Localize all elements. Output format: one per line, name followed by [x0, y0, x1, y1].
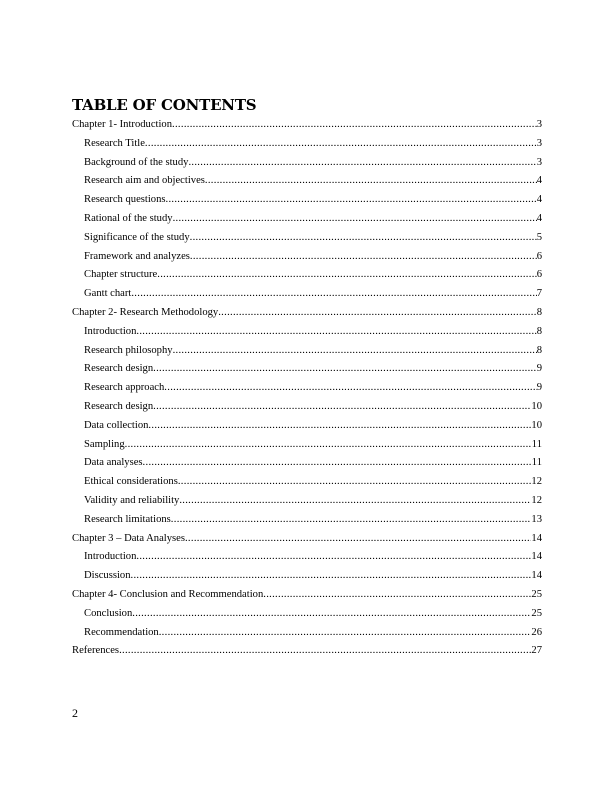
toc-section-entry[interactable]	[72, 624, 542, 643]
toc-entry-page: 13	[531, 513, 542, 525]
page-number: 2	[72, 706, 78, 720]
toc-entry-page: 9	[536, 382, 542, 394]
toc-section-entry[interactable]	[72, 229, 542, 248]
toc-section-entry[interactable]	[72, 191, 542, 210]
toc-section-entry[interactable]	[72, 417, 542, 436]
toc-section-entry[interactable]	[72, 398, 542, 417]
toc-entry-label: Data collection	[84, 419, 149, 431]
toc-entry-label: Chapter structure	[84, 269, 158, 281]
toc-dot-leader	[173, 342, 537, 361]
toc-entry-label: Sampling	[84, 438, 125, 450]
toc-chapter-entry[interactable]	[72, 586, 542, 605]
toc-entry-page: 3	[536, 119, 542, 130]
toc-entry-label: Discussion	[84, 570, 131, 582]
toc-entry-page: 8	[536, 325, 542, 337]
toc-entry-page: 8	[536, 306, 542, 318]
toc-section-entry[interactable]	[72, 605, 542, 624]
toc-section-entry[interactable]	[72, 266, 542, 285]
toc-entry-page: 12	[531, 476, 542, 488]
toc-entry-label: Research limitations	[84, 513, 171, 525]
toc-entry-label: Data analyses	[84, 457, 143, 469]
toc-dot-leader	[190, 229, 537, 248]
toc-section-entry[interactable]	[72, 567, 542, 586]
toc-entry-label: Chapter 3 – Data Analyses	[72, 532, 185, 544]
toc-entry-page: 11	[531, 438, 542, 450]
toc-section-entry[interactable]	[72, 323, 542, 342]
toc-dot-leader	[178, 473, 532, 492]
toc-entry-label: Chapter 4- Conclusion and Recommendation	[72, 588, 264, 600]
toc-dot-leader	[263, 586, 531, 605]
toc-section-entry[interactable]	[72, 154, 542, 173]
toc-chapter-entry[interactable]	[72, 116, 542, 135]
toc-dot-leader	[131, 285, 536, 304]
toc-dot-leader	[136, 323, 536, 342]
toc-section-entry[interactable]	[72, 285, 542, 304]
toc-entry-label: Research Title	[84, 137, 145, 149]
toc-section-entry[interactable]	[72, 248, 542, 267]
toc-dot-leader	[205, 172, 537, 191]
toc-entry-page: 3	[536, 156, 542, 168]
toc-entry-page: 9	[536, 363, 542, 375]
toc-dot-leader	[173, 210, 537, 229]
toc-entry-label: Conclusion	[84, 607, 133, 619]
toc-entry-label: References	[72, 645, 120, 657]
toc-entry-page: 27	[531, 645, 542, 657]
toc-dot-leader	[153, 398, 531, 417]
toc-section-entry[interactable]	[72, 379, 542, 398]
toc-dot-leader	[145, 135, 537, 154]
toc-entry-page: 10	[531, 419, 542, 431]
toc-entry-page: 14	[531, 551, 542, 563]
toc-section-entry[interactable]	[72, 511, 542, 530]
toc-entry-page: 3	[536, 137, 542, 149]
toc-dot-leader	[171, 511, 532, 530]
toc-entry-page: 10	[531, 400, 542, 412]
toc-dot-leader	[136, 548, 531, 567]
toc-entry-label: Significance of the study	[84, 231, 190, 243]
toc-dot-leader	[131, 567, 532, 586]
toc-entry-label: Research philosophy	[84, 344, 173, 356]
toc-section-entry[interactable]	[72, 473, 542, 492]
toc-dot-leader	[157, 266, 536, 285]
toc-entry-label: Recommendation	[84, 626, 159, 638]
toc-section-entry[interactable]	[72, 172, 542, 191]
toc-entry-page: 7	[536, 288, 542, 300]
toc-dot-leader	[125, 436, 532, 455]
toc-entry-page: 6	[536, 250, 542, 262]
toc-entry-label: Background of the study	[84, 156, 189, 168]
toc-chapter-entry[interactable]	[72, 642, 542, 661]
toc-dot-leader	[218, 304, 536, 323]
toc-section-entry[interactable]	[72, 436, 542, 455]
toc-list	[72, 116, 542, 661]
toc-section-entry[interactable]	[72, 492, 542, 511]
toc-section-entry[interactable]	[72, 548, 542, 567]
toc-dot-leader	[159, 624, 532, 643]
toc-entry-label: Research design	[84, 400, 154, 412]
toc-entry-label: Gantt chart	[84, 288, 132, 300]
toc-dot-leader	[153, 360, 537, 379]
toc-dot-leader	[179, 492, 531, 511]
toc-entry-label: Introduction	[84, 325, 137, 337]
toc-section-entry[interactable]	[72, 454, 542, 473]
toc-entry-label: Rational of the study	[84, 212, 173, 224]
toc-entry-label: Research questions	[84, 194, 166, 206]
toc-chapter-entry[interactable]	[72, 304, 542, 323]
toc-entry-page: 26	[531, 626, 542, 638]
toc-entry-page: 5	[536, 231, 542, 243]
toc-entry-label: Research design	[84, 363, 154, 375]
toc-section-entry[interactable]	[72, 342, 542, 361]
toc-entry-label: Chapter 1- Introduction	[72, 119, 173, 130]
toc-entry-page: 4	[536, 212, 542, 224]
toc-entry-page: 4	[536, 194, 542, 206]
toc-entry-page: 4	[536, 175, 542, 187]
toc-dot-leader	[172, 116, 537, 135]
toc-section-entry[interactable]	[72, 360, 542, 379]
toc-section-entry[interactable]	[72, 135, 542, 154]
toc-dot-leader	[148, 417, 531, 436]
toc-dot-leader	[119, 642, 531, 661]
toc-dot-leader	[188, 154, 536, 173]
toc-dot-leader	[190, 248, 537, 267]
toc-entry-page: 6	[536, 269, 542, 281]
toc-entry-page: 25	[531, 588, 542, 600]
toc-dot-leader	[143, 454, 532, 473]
toc-chapter-entry[interactable]	[72, 530, 542, 549]
toc-entry-label: Ethical considerations	[84, 476, 178, 488]
toc-dot-leader	[164, 379, 536, 398]
toc-entry-label: Introduction	[84, 551, 137, 563]
toc-entry-label: Research approach	[84, 382, 165, 394]
toc-entry-page: 8	[536, 344, 542, 356]
toc-entry-label: Research aim and objectives	[84, 175, 205, 187]
toc-entry-page: 14	[531, 532, 542, 544]
toc-entry-page: 12	[531, 494, 542, 506]
toc-entry-label: Framework and analyzes	[84, 250, 190, 262]
toc-dot-leader	[185, 530, 531, 549]
toc-entry-label: Validity and reliability	[84, 494, 180, 506]
toc-dot-leader	[132, 605, 531, 624]
toc-title: TABLE OF CONTENTS	[72, 96, 257, 114]
table-of-contents	[72, 96, 542, 661]
toc-entry-page: 11	[531, 457, 542, 469]
toc-dot-leader	[166, 191, 537, 210]
toc-entry-label: Chapter 2- Research Methodology	[72, 306, 219, 318]
toc-section-entry[interactable]	[72, 210, 542, 229]
toc-entry-page: 14	[531, 570, 542, 582]
toc-entry-page: 25	[531, 607, 542, 619]
